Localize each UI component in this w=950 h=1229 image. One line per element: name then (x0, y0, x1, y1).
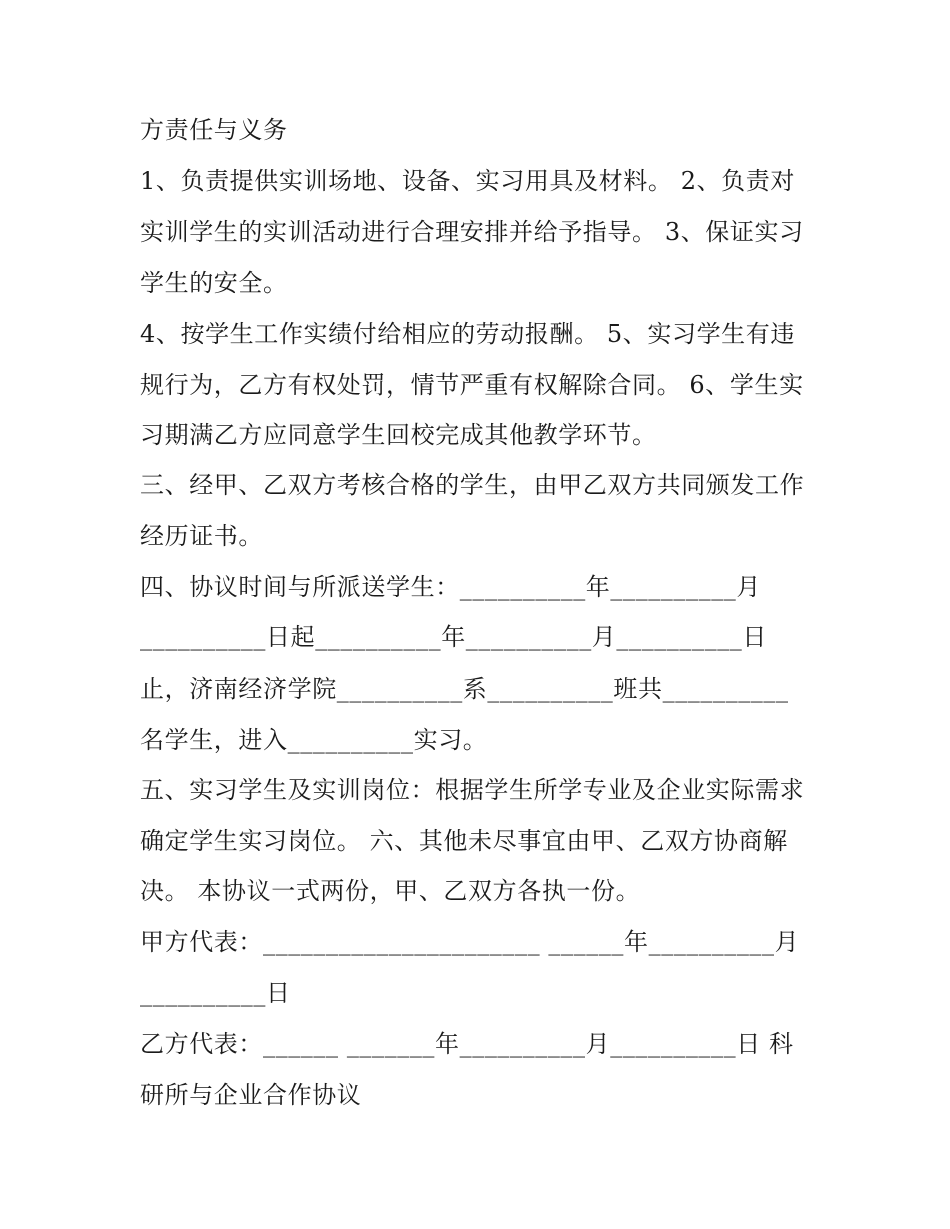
text-line-6: 规行为，乙方有权处罚，情节严重有权解除合同。 6、学生实 (140, 371, 804, 399)
text-line-3: 实训学生的实训活动进行合理安排并给予指导。 3、保证实习 (140, 218, 804, 246)
text-line-19: 乙方代表：______ _______年__________月__________日 科 (140, 1030, 794, 1058)
text-line-10: 四、协议时间与所派送学生：__________年__________月 (140, 573, 761, 601)
text-line-9: 经历证书。 (140, 522, 263, 550)
text-line-17: 甲方代表：______________________ ______年__________月 (140, 928, 800, 956)
text-line-1: 方责任与义务 (140, 116, 288, 144)
text-line-16: 决。 本协议一式两份，甲、乙双方各执一份。 (140, 877, 641, 905)
text-line-8: 三、经甲、乙双方考核合格的学生，由甲乙双方共同颁发工作 (140, 471, 805, 499)
text-line-13: 名学生，进入__________实习。 (140, 726, 488, 754)
text-line-12: 止，济南经济学院__________系__________班共__________ (140, 675, 789, 703)
text-line-4: 学生的安全。 (140, 269, 288, 297)
text-line-2: 1、负责提供实训场地、设备、实习用具及材料。 2、负责对 (140, 167, 795, 195)
text-line-11: __________日起__________年__________月__________日 (140, 623, 767, 651)
text-line-20: 研所与企业合作协议 (140, 1081, 362, 1109)
text-line-14: 五、实习学生及实训岗位：根据学生所学专业及企业实际需求 (140, 776, 805, 804)
text-line-15: 确定学生实习岗位。 六、其他未尽事宜由甲、乙双方协商解 (140, 827, 788, 855)
text-line-5: 4、按学生工作实绩付给相应的劳动报酬。 5、实习学生有违 (140, 320, 795, 348)
text-line-7: 习期满乙方应同意学生回校完成其他教学环节。 (140, 421, 657, 449)
text-line-18: __________日 (140, 979, 291, 1007)
